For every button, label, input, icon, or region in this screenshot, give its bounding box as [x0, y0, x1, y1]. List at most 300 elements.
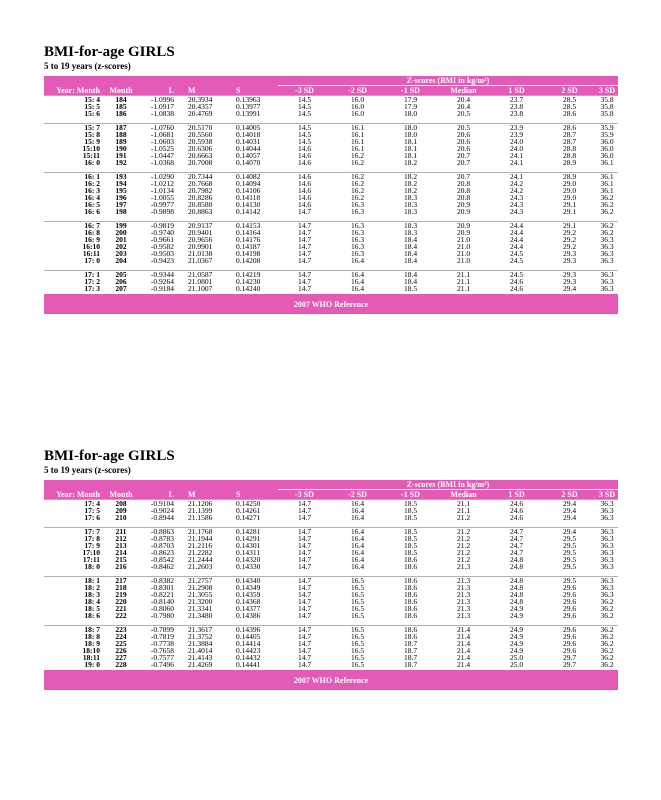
cell-m: 20.9656 — [188, 235, 213, 244]
cell-year-month: 17: 4 — [44, 500, 106, 508]
cell-median: 20.5 — [456, 109, 471, 118]
cell-plus1sd: 24.3 — [509, 193, 524, 202]
cell-month: 192 — [115, 158, 127, 167]
cell-plus1sd: 24.7 — [509, 534, 524, 543]
cell-l: -0.8542 — [150, 555, 174, 564]
cell-median: 21.2 — [456, 513, 471, 522]
cell-month: 212 — [115, 534, 127, 543]
cell-s: 0.14187 — [236, 242, 261, 251]
cell-l: -0.9104 — [136, 500, 184, 508]
cell-year-month: 16: 8 — [84, 228, 100, 237]
table-row — [44, 577, 618, 585]
cell-year-month: 18: 8 — [84, 632, 100, 641]
cell-month: 203 — [115, 249, 127, 258]
cell-median: 21.3 — [456, 583, 471, 592]
cell-minus2sd: 16.3 — [350, 207, 365, 216]
cell-m: 21.3480 — [188, 611, 213, 620]
cell-minus2sd: 16.3 — [350, 200, 365, 209]
cell-plus2sd: 28.9 — [562, 158, 577, 167]
column-header-l: L — [136, 490, 184, 500]
cell-minus3sd: 14.7 — [297, 555, 312, 564]
cell-plus2sd: 29.0 — [562, 186, 577, 195]
table-row — [44, 584, 618, 591]
cell-s: 0.14330 — [236, 562, 261, 571]
table-row — [44, 103, 618, 110]
cell-s: 0.14359 — [236, 590, 261, 599]
table-row — [44, 236, 618, 243]
cell-month: 210 — [115, 513, 127, 522]
cell-year-month: 18: 7 — [44, 626, 106, 634]
cell-plus3sd: 35.8 — [600, 102, 614, 111]
cell-plus2sd: 29.1 — [543, 222, 596, 230]
cell-plus2sd: 28.7 — [562, 137, 577, 146]
cell-plus2sd: 29.2 — [562, 235, 577, 244]
cell-s: 0.14164 — [236, 228, 261, 237]
table-row — [44, 612, 618, 619]
cell-plus3sd: 36.2 — [600, 660, 614, 669]
cell-s: 0.14118 — [236, 193, 261, 202]
cell-plus2sd: 29.3 — [562, 256, 577, 265]
cell-plus3sd: 36.2 — [600, 646, 614, 655]
cell-minus1sd: 18.5 — [403, 506, 418, 515]
cell-median: 21.2 — [456, 541, 471, 550]
cell-minus2sd: 16.4 — [350, 562, 365, 571]
cell-plus2sd: 29.6 — [562, 604, 577, 613]
cell-plus2sd: 29.4 — [543, 500, 596, 508]
cell-year-month: 16: 2 — [84, 179, 100, 188]
cell-minus2sd: 16.5 — [350, 583, 365, 592]
cell-l: -0.9582 — [150, 242, 174, 251]
cell-minus3sd: 14.6 — [297, 193, 312, 202]
cell-plus3sd: 36.1 — [600, 186, 614, 195]
cell-plus2sd: 29.4 — [543, 528, 596, 536]
table-row — [44, 626, 618, 634]
cell-l: -1.0290 — [136, 173, 184, 181]
cell-month: 207 — [115, 284, 127, 293]
cell-plus3sd: 36.2 — [600, 200, 614, 209]
cell-minus3sd: 14.7 — [278, 222, 331, 230]
cell-month: 195 — [115, 186, 127, 195]
cell-plus1sd: 24.7 — [509, 548, 524, 557]
cell-plus3sd: 36.3 — [600, 235, 614, 244]
column-header-month: Month — [106, 490, 136, 500]
cell-median: 20.7 — [437, 173, 490, 181]
cell-plus2sd: 29.6 — [562, 583, 577, 592]
cell-m: 20.4769 — [188, 109, 213, 118]
cell-plus3sd: 36.0 — [600, 151, 614, 160]
cell-minus2sd: 16.3 — [350, 242, 365, 251]
cell-plus1sd: 24.4 — [490, 222, 543, 230]
cell-month: 193 — [106, 173, 136, 181]
cell-plus1sd: 24.1 — [490, 173, 543, 181]
cell-plus1sd: 24.6 — [509, 284, 524, 293]
cell-m: 20.7982 — [188, 186, 213, 195]
cell-plus2sd: 29.2 — [562, 228, 577, 237]
cell-minus1sd: 17.9 — [384, 96, 437, 104]
cell-minus3sd: 14.6 — [297, 144, 312, 153]
cell-plus2sd: 28.6 — [562, 109, 577, 118]
cell-plus2sd: 29.6 — [562, 646, 577, 655]
table-footer-reference: 2007 WHO Reference — [44, 670, 618, 690]
cell-year-month: 18:11 — [82, 653, 100, 662]
cell-l: -0.8462 — [150, 562, 174, 571]
cell-median: 20.7 — [456, 158, 471, 167]
cell-plus3sd: 36.1 — [600, 179, 614, 188]
cell-minus3sd: 14.5 — [297, 109, 312, 118]
cell-l: -0.9264 — [150, 277, 174, 286]
cell-minus2sd: 16.4 — [350, 548, 365, 557]
cell-plus3sd: 36.2 — [600, 604, 614, 613]
cell-median: 20.5 — [437, 124, 490, 132]
cell-plus1sd: 24.7 — [509, 541, 524, 550]
cell-month: 225 — [115, 639, 127, 648]
cell-month: 221 — [115, 604, 127, 613]
cell-plus2sd: 29.4 — [562, 284, 577, 293]
cell-plus1sd: 24.1 — [509, 158, 524, 167]
cell-minus2sd: 16.4 — [331, 500, 384, 508]
table-row — [44, 556, 618, 563]
cell-median: 21.4 — [456, 653, 471, 662]
cell-year-month: 18: 0 — [84, 562, 100, 571]
cell-median: 21.3 — [456, 611, 471, 620]
cell-l: -0.7577 — [150, 653, 174, 662]
cell-minus1sd: 18.6 — [403, 597, 418, 606]
cell-plus3sd: 36.3 — [600, 541, 614, 550]
cell-minus1sd: 18.5 — [403, 284, 418, 293]
cell-plus1sd: 24.8 — [490, 577, 543, 585]
column-header-minus1sd: -1 SD — [384, 86, 437, 96]
cell-plus2sd: 29.6 — [562, 597, 577, 606]
column-header-plus2sd: 2 SD — [543, 86, 596, 96]
cell-minus3sd: 14.6 — [297, 158, 312, 167]
cell-median: 20.9 — [456, 228, 471, 237]
cell-plus1sd: 23.7 — [490, 96, 543, 104]
cell-year-month: 15:11 — [82, 151, 100, 160]
cell-median: 20.9 — [456, 200, 471, 209]
cell-plus1sd: 23.9 — [490, 124, 543, 132]
table-row — [44, 138, 618, 145]
table-row — [44, 598, 618, 605]
cell-plus3sd: 36.1 — [596, 173, 618, 181]
cell-plus3sd: 36.0 — [600, 137, 614, 146]
cell-plus2sd: 29.6 — [562, 632, 577, 641]
cell-minus2sd: 16.5 — [350, 590, 365, 599]
cell-plus3sd: 36.2 — [600, 611, 614, 620]
cell-month: 204 — [115, 256, 127, 265]
cell-median: 20.8 — [456, 179, 471, 188]
cell-plus2sd: 28.5 — [562, 102, 577, 111]
cell-month: 186 — [115, 109, 127, 118]
cell-month: 194 — [115, 179, 127, 188]
cell-year-month: 15: 9 — [84, 137, 100, 146]
cell-median: 20.9 — [456, 207, 471, 216]
cell-s: 0.14240 — [236, 284, 261, 293]
cell-minus1sd: 18.4 — [403, 242, 418, 251]
table-row — [44, 131, 618, 138]
cell-plus1sd: 24.9 — [509, 646, 524, 655]
table-row — [44, 173, 618, 181]
cell-year-month: 17: 8 — [84, 534, 100, 543]
cell-plus2sd: 29.0 — [562, 193, 577, 202]
column-header-plus1sd: 1 SD — [490, 490, 543, 500]
cell-s: 0.14130 — [236, 200, 261, 209]
table-row — [44, 514, 618, 521]
cell-s: 0.14405 — [236, 632, 261, 641]
cell-month: 199 — [106, 222, 136, 230]
cell-minus3sd: 14.7 — [297, 284, 312, 293]
cell-plus1sd: 24.1 — [509, 151, 524, 160]
cell-plus1sd: 24.9 — [490, 626, 543, 634]
cell-year-month: 17: 9 — [84, 541, 100, 550]
cell-minus1sd: 18.6 — [403, 632, 418, 641]
bmi-zscore-table — [44, 76, 618, 294]
cell-s: 0.13963 — [230, 96, 278, 104]
cell-l: -0.8301 — [150, 583, 174, 592]
cell-plus2sd: 29.5 — [543, 577, 596, 585]
cell-minus3sd: 14.7 — [297, 228, 312, 237]
cell-l: -1.0996 — [136, 96, 184, 104]
cell-minus3sd: 14.7 — [297, 534, 312, 543]
cell-minus2sd: 16.4 — [350, 506, 365, 515]
cell-median: 20.8 — [456, 186, 471, 195]
cell-year-month: 16:10 — [82, 242, 100, 251]
cell-s: 0.14057 — [236, 151, 261, 160]
cell-median: 21.2 — [456, 548, 471, 557]
cell-year-month: 17: 2 — [84, 277, 100, 286]
cell-plus1sd: 24.9 — [509, 604, 524, 613]
cell-minus3sd: 14.7 — [297, 639, 312, 648]
cell-year-month: 18: 6 — [84, 611, 100, 620]
cell-month: 196 — [115, 193, 127, 202]
cell-median: 20.9 — [437, 222, 490, 230]
cell-minus1sd: 18.6 — [403, 562, 418, 571]
cell-minus1sd: 18.7 — [403, 646, 418, 655]
cell-minus2sd: 16.2 — [350, 186, 365, 195]
cell-plus2sd: 28.9 — [543, 173, 596, 181]
zscore-group-header: Z-scores (BMI in kg/m²) — [278, 480, 618, 490]
cell-month: 188 — [115, 130, 127, 139]
cell-m: 20.3934 — [184, 96, 230, 104]
cell-s: 0.14219 — [230, 271, 278, 279]
cell-s: 0.14291 — [236, 534, 261, 543]
cell-l: -0.7819 — [150, 632, 174, 641]
cell-l: -1.0212 — [150, 179, 174, 188]
cell-l: -1.0681 — [150, 130, 174, 139]
page-subtitle: 5 to 19 years (z-scores) — [44, 465, 131, 475]
cell-plus2sd: 29.3 — [562, 249, 577, 258]
cell-plus3sd: 36.3 — [596, 500, 618, 508]
cell-plus3sd: 36.3 — [596, 271, 618, 279]
cell-month: 202 — [115, 242, 127, 251]
cell-minus1sd: 18.6 — [403, 590, 418, 599]
cell-year-month: 17: 0 — [84, 256, 100, 265]
cell-m: 21.4143 — [188, 653, 213, 662]
cell-year-month: 16: 5 — [84, 200, 100, 209]
cell-minus1sd: 18.4 — [384, 271, 437, 279]
cell-m: 21.1944 — [188, 534, 213, 543]
cell-median: 21.4 — [456, 660, 471, 669]
cell-minus3sd: 14.7 — [278, 271, 331, 279]
cell-m: 20.4357 — [188, 102, 213, 111]
cell-plus3sd: 36.3 — [600, 555, 614, 564]
column-header-median: Median — [437, 490, 490, 500]
cell-minus2sd: 16.2 — [350, 193, 365, 202]
cell-minus3sd: 14.7 — [297, 207, 312, 216]
cell-plus3sd: 36.2 — [600, 632, 614, 641]
cell-m: 21.1007 — [188, 284, 213, 293]
cell-year-month: 16: 6 — [84, 207, 100, 216]
cell-minus1sd: 18.5 — [403, 534, 418, 543]
cell-plus3sd: 36.3 — [600, 513, 614, 522]
cell-plus3sd: 36.3 — [600, 562, 614, 571]
cell-year-month: 18: 9 — [84, 639, 100, 648]
cell-m: 21.2282 — [188, 548, 213, 557]
cell-median: 21.1 — [437, 271, 490, 279]
table-row — [44, 278, 618, 285]
bmi-table-section-2 — [44, 448, 618, 690]
cell-s: 0.14432 — [236, 653, 261, 662]
cell-plus1sd: 24.8 — [509, 555, 524, 564]
column-header-l: L — [136, 86, 184, 96]
cell-m: 21.0587 — [184, 271, 230, 279]
cell-l: -0.9740 — [150, 228, 174, 237]
cell-minus3sd: 14.5 — [278, 124, 331, 132]
cell-minus2sd: 16.2 — [350, 151, 365, 160]
cell-plus1sd: 24.9 — [509, 611, 524, 620]
cell-l: -0.8140 — [150, 597, 174, 606]
cell-month: 214 — [115, 548, 127, 557]
table-row — [44, 124, 618, 132]
cell-m: 20.5938 — [188, 137, 213, 146]
cell-plus2sd: 29.7 — [562, 653, 577, 662]
cell-plus1sd: 24.5 — [509, 256, 524, 265]
cell-year-month: 17: 7 — [44, 528, 106, 536]
cell-m: 21.2757 — [184, 577, 230, 585]
cell-median: 21.4 — [456, 639, 471, 648]
cell-minus3sd: 14.7 — [297, 646, 312, 655]
cell-month: 201 — [115, 235, 127, 244]
cell-plus2sd: 28.8 — [562, 151, 577, 160]
cell-plus3sd: 36.3 — [600, 548, 614, 557]
cell-year-month: 18: 5 — [84, 604, 100, 613]
cell-plus3sd: 36.2 — [600, 228, 614, 237]
cell-plus3sd: 35.8 — [600, 109, 614, 118]
cell-minus1sd: 18.4 — [403, 277, 418, 286]
column-header-plus3sd: 3 SD — [596, 490, 618, 500]
cell-minus3sd: 14.6 — [297, 151, 312, 160]
cell-year-month: 17: 1 — [44, 271, 106, 279]
table-row — [44, 222, 618, 230]
cell-median: 20.6 — [456, 137, 471, 146]
cell-l: -0.7899 — [136, 626, 184, 634]
cell-l: -1.0917 — [150, 102, 174, 111]
cell-m: 21.2444 — [188, 555, 213, 564]
cell-minus2sd: 16.2 — [331, 173, 384, 181]
cell-year-month: 16: 3 — [84, 186, 100, 195]
cell-l: -1.0838 — [150, 109, 174, 118]
cell-plus1sd: 23.8 — [509, 109, 524, 118]
column-header-minus2sd: -2 SD — [331, 490, 384, 500]
cell-year-month: 18:10 — [82, 646, 100, 655]
cell-plus2sd: 28.8 — [562, 144, 577, 153]
table-row — [44, 243, 618, 250]
cell-minus3sd: 14.7 — [297, 632, 312, 641]
cell-s: 0.14386 — [236, 611, 261, 620]
cell-plus1sd: 24.6 — [509, 277, 524, 286]
table-footer-reference: 2007 WHO Reference — [44, 294, 618, 314]
table-row — [44, 152, 618, 159]
cell-m: 21.1206 — [184, 500, 230, 508]
cell-l: -0.8221 — [150, 590, 174, 599]
cell-m: 20.8863 — [188, 207, 213, 216]
cell-m: 21.3884 — [188, 639, 213, 648]
cell-s: 0.14070 — [236, 158, 261, 167]
cell-minus1sd: 18.3 — [403, 200, 418, 209]
cell-plus1sd: 24.7 — [490, 528, 543, 536]
cell-m: 20.7008 — [188, 158, 213, 167]
cell-year-month: 15: 7 — [44, 124, 106, 132]
cell-m: 21.0138 — [188, 249, 213, 258]
table-row — [44, 180, 618, 187]
cell-s: 0.14153 — [230, 222, 278, 230]
cell-median: 21.1 — [456, 284, 471, 293]
table-row — [44, 201, 618, 208]
cell-minus1sd: 18.6 — [384, 626, 437, 634]
cell-plus3sd: 36.2 — [600, 597, 614, 606]
cell-minus2sd: 16.1 — [331, 124, 384, 132]
cell-plus1sd: 24.8 — [509, 562, 524, 571]
cell-s: 0.14018 — [236, 130, 261, 139]
table-row — [44, 159, 618, 166]
cell-minus2sd: 16.5 — [350, 632, 365, 641]
cell-month: 208 — [106, 500, 136, 508]
cell-m: 21.3200 — [188, 597, 213, 606]
cell-m: 20.5170 — [184, 124, 230, 132]
cell-plus2sd: 29.7 — [562, 660, 577, 669]
cell-plus3sd: 36.3 — [596, 577, 618, 585]
cell-median: 21.2 — [437, 528, 490, 536]
column-header-s: S — [230, 86, 278, 96]
cell-year-month: 15: 6 — [84, 109, 100, 118]
cell-month: 198 — [115, 207, 127, 216]
column-header-median: Median — [437, 86, 490, 96]
cell-plus1sd: 25.0 — [509, 660, 524, 669]
cell-month: 211 — [106, 528, 136, 536]
cell-minus3sd: 14.7 — [297, 513, 312, 522]
cell-m: 21.4014 — [188, 646, 213, 655]
table-row — [44, 542, 618, 549]
cell-m: 20.8286 — [188, 193, 213, 202]
cell-minus2sd: 16.5 — [350, 597, 365, 606]
cell-plus3sd: 35.9 — [600, 130, 614, 139]
cell-median: 21.0 — [456, 249, 471, 258]
cell-plus2sd: 29.5 — [562, 555, 577, 564]
cell-median: 21.3 — [456, 597, 471, 606]
cell-minus2sd: 16.4 — [350, 513, 365, 522]
cell-minus3sd: 14.7 — [278, 577, 331, 585]
cell-minus3sd: 14.7 — [297, 611, 312, 620]
table-row — [44, 145, 618, 152]
table-row — [44, 500, 618, 508]
cell-minus2sd: 16.4 — [331, 528, 384, 536]
cell-plus2sd: 29.1 — [562, 200, 577, 209]
cell-minus2sd: 16.2 — [350, 179, 365, 188]
cell-year-month: 17: 5 — [84, 506, 100, 515]
cell-minus3sd: 14.6 — [278, 173, 331, 181]
cell-plus3sd: 36.3 — [600, 534, 614, 543]
cell-s: 0.13977 — [236, 102, 261, 111]
cell-plus1sd: 24.5 — [490, 271, 543, 279]
